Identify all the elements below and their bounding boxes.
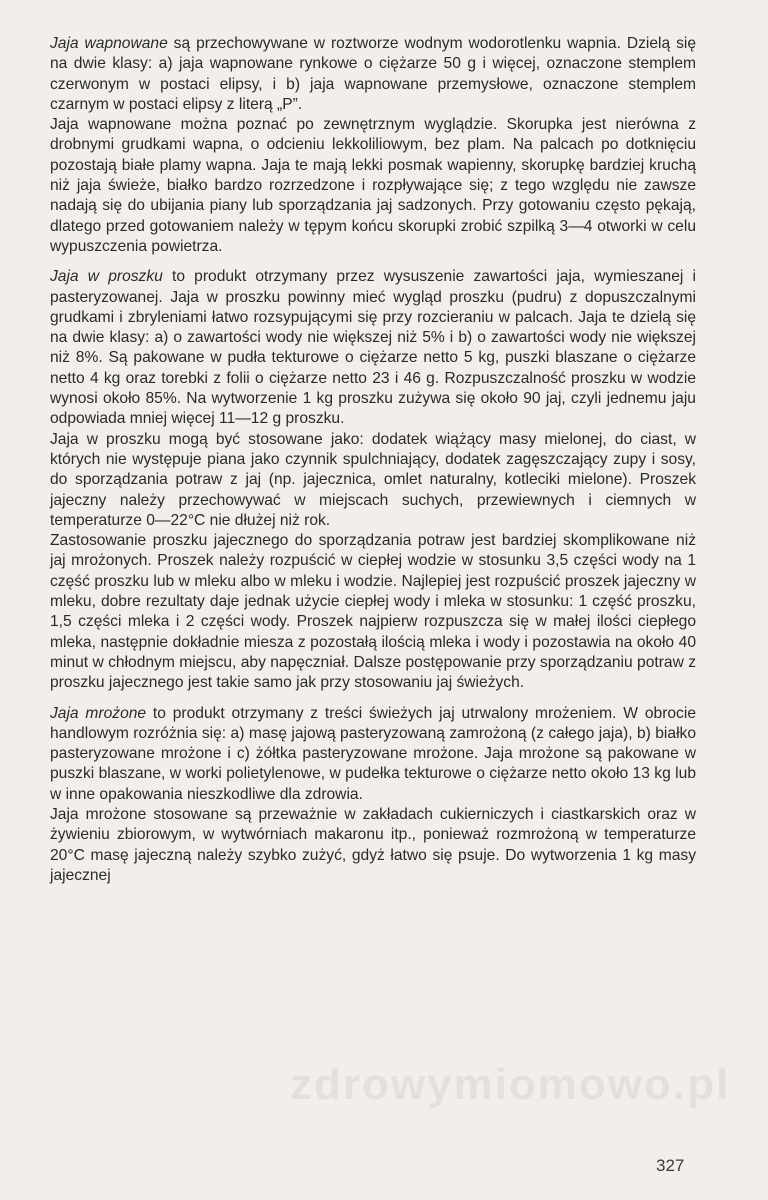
paragraph-frozen-eggs-uses <box>50 805 696 886</box>
paragraph-text: Jaja wapnowane można poznać po zewnętrznym wyglądzie. Skorupka jest nierówna z drobnymi grudkami wapna, o odcieniu lekkoliliowym, bez plam. Na palcach po dotknięciu pozostają białe plamy wapna. Jaja te mają lekki posmak wapienny, skorupkę bardziej kruchą niż jaja świeże, białko bardzo rozrzedzone i rozpływające się; z tego względu nie zawsze nadają się do ubijania piany lub sporządzania jaj sadzonych. Przy gotowaniu często pękają, dlatego przed gotowaniem należy w tępym końcu skorupki zrobić szpilką 3—4 otworki w celu wypuszczenia powietrza. <box>50 116 696 255</box>
body-text <box>50 34 696 886</box>
paragraph-text: są przechowywane w roztworze wodnym wodorotlenku wapnia. Dzielą się na dwie klasy: a) jaja wapnowane rynkowe o ciężarze 50 g i więcej, oznaczone stemplem czerwonym w postaci elipsy, i b) jaja wapnowane przemysłowe, oznaczone stemplem czarnym w postaci elipsy z literą „P”. <box>50 35 697 113</box>
watermark: zdrowymiomowo.pl <box>290 1060 731 1109</box>
paragraph-lime-eggs-recognition <box>50 115 696 257</box>
paragraph-text: to produkt otrzymany z treści świeżych jaj utrwalony mrożeniem. W obrocie handlowym rozróżnia się: a) masę jajową pasteryzowaną zamrożoną (z całego jaja), b) białko pasteryzowane mrożone i c) żółtka pasteryzowane mrożone. Jaja mrożone są pakowane w puszki blaszane, w worki polietylenowe, w pudełka tekturowe o ciężarze netto około 13 kg lub w inne opakowania nieszkodliwe dla zdrowia. <box>50 704 696 803</box>
paragraph-text: Zastosowanie proszku jajecznego do sporządzania potraw jest bardziej skomplikowane niż jaj mrożonych. Proszek należy rozpuścić w ciepłej wodzie w stosunku 3,5 części wody na 1 część proszku lub w mleku albo w mleku i wodzie. Najlepiej jest rozpuścić proszek jajeczny w mleku, dobre rezultaty daje jednak użycie ciepłej wody i mleka w stosunku: 1 część proszku, 1,5 części mleka i 2 części wody. Proszek najpierw rozpuszcza się w małej ilości ciepłego mleka, następnie dokładnie miesza z pozostałą ilością mleka i wody i pozostawia na około 40 minut w chłodnym miejscu, aby napęczniał. Dalsze postępowanie przy sporządzaniu potraw z proszku jajecznego jest takie samo jak przy stosowaniu jaj świeżych. <box>50 532 696 692</box>
paragraph-egg-powder-uses <box>50 430 696 531</box>
paragraph-frozen-eggs <box>50 704 696 805</box>
term-lime-eggs: Jaja wapnowane <box>50 35 168 52</box>
term-egg-powder: Jaja w proszku <box>50 268 163 286</box>
paragraph-lime-eggs <box>50 34 696 115</box>
paragraph-egg-powder-preparation <box>50 531 696 693</box>
paragraph-text: to produkt otrzymany przez wysuszenie zawartości jaja, wymieszanej i pasteryzowanej. Jaja w proszku powinny mieć wygląd proszku (pudru) z dopuszczalnymi grudkami i zbryleniami łatwo rozsypującymi się przy rozcieraniu w palcach. Jaja te dzielą się na dwie klasy: a) o zawartości wody nie większej niż 5% i b) o zawartości wody nie większej niż 8%. Są pakowane w pudła tekturowe o ciężarze netto 5 kg, puszki blaszane o ciężarze netto 4 kg oraz torebki z folii o ciężarze netto 23 i 46 g. Rozpuszczalność proszku w wodzie wynosi około 85%. Na wytworzenie 1 kg proszku zużywa się około 90 jaj, czyli jednemu jaju odpowiada mniej więcej 11—12 g proszku. <box>50 268 696 428</box>
paragraph-text: Jaja mrożone stosowane są przeważnie w zakładach cukierniczych i ciastkarskich oraz w żywieniu zbiorowym, w wytwórniach makaronu itp., ponieważ rozmrożoną w temperaturze 20°C masę jajeczną należy szybko zużyć, gdyż łatwo się psuje. Do wytworzenia 1 kg masy jajecznej <box>50 805 696 884</box>
term-frozen-eggs: Jaja mrożone <box>50 704 147 722</box>
paragraph-text: Jaja w proszku mogą być stosowane jako: dodatek wiążący masy mielonej, do ciast, w których nie występuje piana jako czynnik spulchniający, dodatek zagęszczający zupy i sosy, do sporządzania potraw z jaj (np. jajecznica, omlet naturalny, kotleciki mielone). Proszek jajeczny należy przechowywać w miejscach suchych, przewiewnych i ciemnych w temperaturze 0—22°C nie dłużej niż rok. <box>50 430 696 529</box>
page-number: 327 <box>656 1156 685 1175</box>
paragraph-egg-powder <box>50 267 696 429</box>
